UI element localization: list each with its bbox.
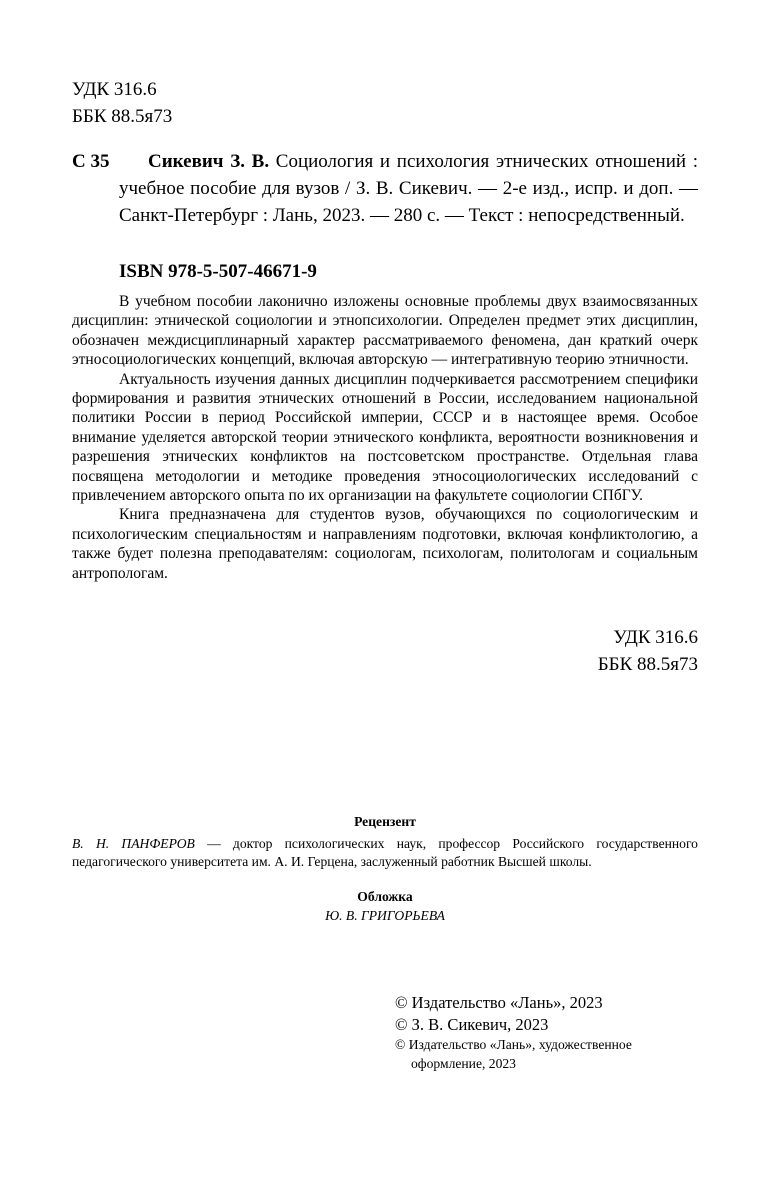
copyright-author: © З. В. Сикевич, 2023 xyxy=(395,1015,549,1034)
bbk-code: ББК 88.5я73 xyxy=(72,106,173,127)
classification-top xyxy=(72,76,172,130)
cover-credit xyxy=(72,888,698,925)
reviewer-heading: Рецензент xyxy=(354,814,416,829)
classification-bottom xyxy=(598,624,698,678)
udk-code: УДК 316.6 xyxy=(72,79,157,100)
annotation-paragraph-1: В учебном пособии лаконично изложены основные проблемы двух взаимосвязанных дисциплин: этнической социологии и этнопсихологии. Определен предмет этих дисциплин, обозначен междисциплинарный характер рассматриваемого феномена, дан краткий очерк этносоциологических концепций, включая авторскую — интегративную теорию этничности. xyxy=(72,293,698,369)
reviewer-block xyxy=(72,813,698,872)
bbk-code-bottom: ББК 88.5я73 xyxy=(597,654,698,675)
reviewer-name: В. Н. ПАНФЕРОВ xyxy=(72,835,195,851)
bibliographic-record xyxy=(72,148,698,229)
cover-heading: Обложка xyxy=(357,889,413,904)
udk-code-bottom: УДК 316.6 xyxy=(613,627,698,648)
reviewer-credentials: — доктор психологических наук, профессор Российского государственного педагогического университета им. А. И. Герцена, заслуженный работник Высшей школы. xyxy=(72,835,698,869)
cover-artist: Ю. В. ГРИГОРЬЕВА xyxy=(325,907,445,923)
author-name: Сикевич З. В. xyxy=(148,151,270,172)
annotation-paragraph-2: Актуальность изучения данных дисциплин подчеркивается рассмотрением специфики формирования и развития этнических отношений в России, исследованием национальной политики России в период Российской империи, СССР и в настоящее время. Особое внимание уделяется авторской теории этнического конфликта, вероятности возникновения и разрешения этнических конфликтов на постсоветском пространстве. Отдельная глава посвящена методологии и методике проведения этносоциологических исследований с привлечением авторского опыта по их организации на факультете социологии СПбГУ. xyxy=(72,370,698,505)
annotation xyxy=(72,292,698,583)
bibliographic-description xyxy=(119,148,698,229)
annotation-paragraph-3: Книга предназначена для студентов вузов, обучающихся по социологическим и психологическим специальностям и направлениям подготовки, включая конфликтологию, а также будет полезна преподавателям: социологам, психологам, политологам и социальным антропологам. xyxy=(72,506,698,582)
description-text: Социология и психология этнических отношений : учебное пособие для вузов / З. В. Сикевич. — 2-е изд., испр. и доп. — Санкт-Петербург : Лань, 2023. — 280 с. — Текст : непосредственный. xyxy=(119,151,699,226)
copyright-design-line-2: оформление, 2023 xyxy=(411,1055,516,1071)
author-cipher: С 35 xyxy=(72,151,110,172)
copyright-design-line-1: © Издательство «Лань», художественное xyxy=(395,1037,632,1052)
copyright-design xyxy=(395,1036,695,1073)
isbn: ISBN 978-5-507-46671-9 xyxy=(119,261,317,282)
reviewer-text xyxy=(72,835,698,872)
copyright-block xyxy=(395,992,695,1073)
copyright-publisher: © Издательство «Лань», 2023 xyxy=(395,993,603,1012)
